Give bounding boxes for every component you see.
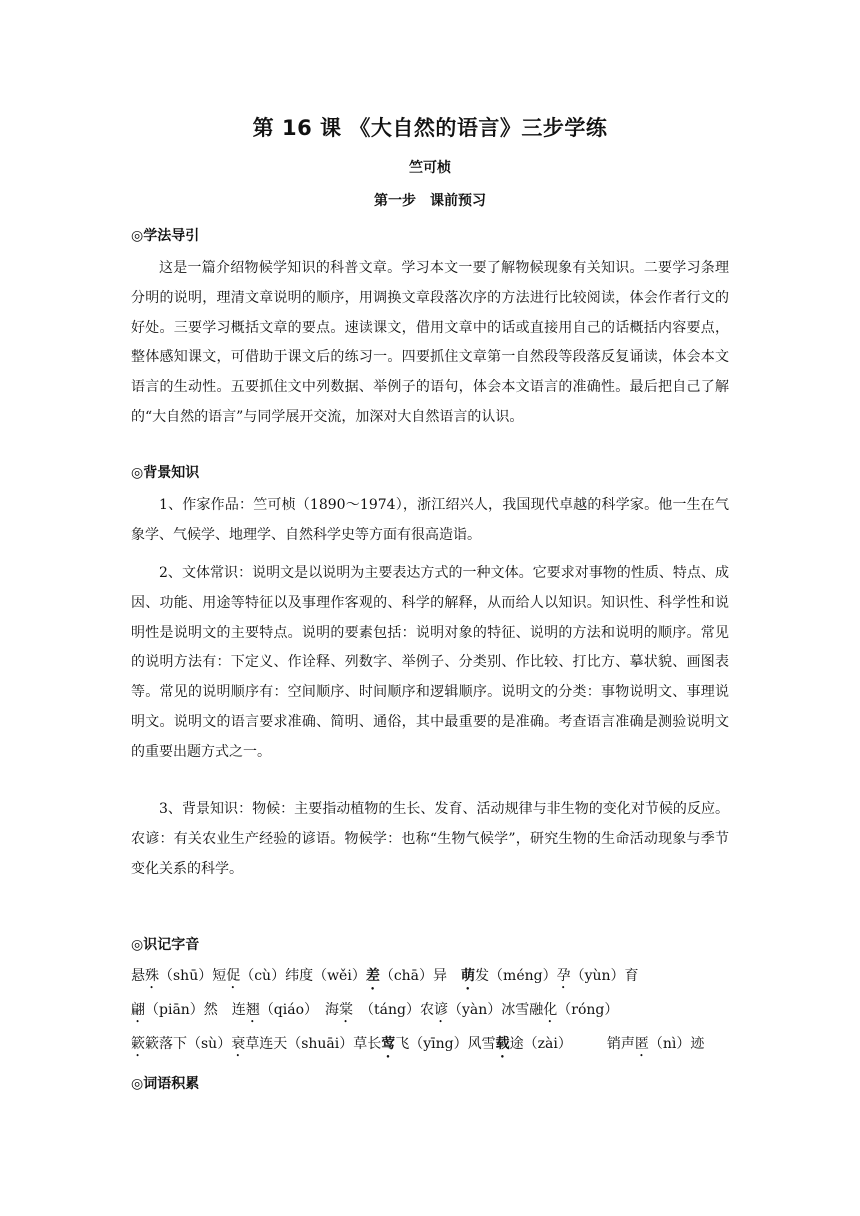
pron-seg: 莺飞（yīng）风雪 [381,1036,496,1052]
pron-seg: 促（cù）纬度（wěi） [226,968,366,984]
pron-seg: 差（chā）异 [365,968,462,984]
beijing-paragraph-1: 1、作家作品：竺可桢（1890～1974），浙江绍兴人，我国现代卓越的科学家。他一生在气象学、气候学、地理学、自然科学史等方面有很高造诣。 [131,497,729,543]
pron-seg: 簌簌落下（sù） [131,1036,232,1052]
pronunciation-line-2 [131,999,618,1026]
pron-seg: 翘（qiáo） 海 [245,1002,340,1018]
beijing-paragraph-2: 2、文体常识：说明文是以说明为主要表达方式的一种文体。它要求对事物的性质、特点、成因、功能、用途等特征以及事理作客观的、科学的解释，从而给人以知识。知识性、科学性和说明性是说明文的主要特点。说明的要素包括：说明对象的特征、说明的方法和说明的顺序。常见的说明方法有：下定义、作诠释、列数字、举例子、分类别、作比较、打比方、摹状貌、画图表等。常见的说明顺序有：空间顺序、时间顺序和逻辑顺序。说明文的分类：事物说明文、事理说明文。说明文的语言要求准确、简明、通俗，其中最重要的是准确。考查语言准确是测验说明文的重要出题方式之一。 [131,565,729,760]
pronunciation-line-1 [131,965,639,993]
pron-seg: 悬殊（shū）短 [131,968,227,984]
section-heading-ciyu: ◎词语积累 [131,1076,200,1092]
step-heading: 第一步 课前预习 [374,193,486,209]
beijing-paragraph-3: 3、背景知识：物候：主要指动植物的生长、发育、活动规律与非生物的变化对节候的反应。农谚：有关农业生产经验的谚语。物候学：也称“生物气候学”，研究生物的生命活动现象与季节变化关系的科学。 [131,801,729,877]
section-heading-zizin: ◎识记字音 [131,937,200,953]
xuefa-paragraph: 这是一篇介绍物候学知识的科普文章。学习本文一要了解物候现象有关知识。二要学习条理分明的说明，理清文章说明的顺序，用调换文章段落次序的方法进行比较阅读，体会作者行文的好处。三要学习概括文章的要点。速读课文，借用文章中的话或直接用自己的话概括内容要点，整体感知课文，可借助于课文后的练习一。四要抓住文章第一自然段等段落反复诵读，体会本文语言的生动性。五要抓住文中列数据、举例子的语句，体会本文语言的准确性。最后把自己了解的“大自然的语言”与同学展开交流，加深对大自然语言的认识。 [131,260,729,425]
pron-seg: 衰草连天（shuāi）草长 [231,1036,382,1052]
pronunciation-line-3 [131,1033,704,1061]
section-heading-xuefa: ◎学法导引 [131,228,200,244]
pron-seg: 翩（piān）然 连 [131,1002,246,1018]
pron-seg: 萌发（méng） [461,968,557,984]
pron-seg: 棠 （táng）农 [339,1002,434,1018]
page-title: 第 16 课 《大自然的语言》三步学练 [252,116,608,140]
pron-seg: 孕（yùn）育 [556,968,639,984]
pron-seg: 匿（nì）迹 [634,1036,705,1052]
pron-seg: 谚（yàn）冰雪融 [433,1002,544,1018]
author-name: 竺可桢 [409,160,451,176]
pron-seg: 化（róng） [543,1002,619,1018]
section-heading-beijing: ◎背景知识 [131,465,200,481]
pron-seg: 载途（zài） 销声 [495,1036,635,1052]
